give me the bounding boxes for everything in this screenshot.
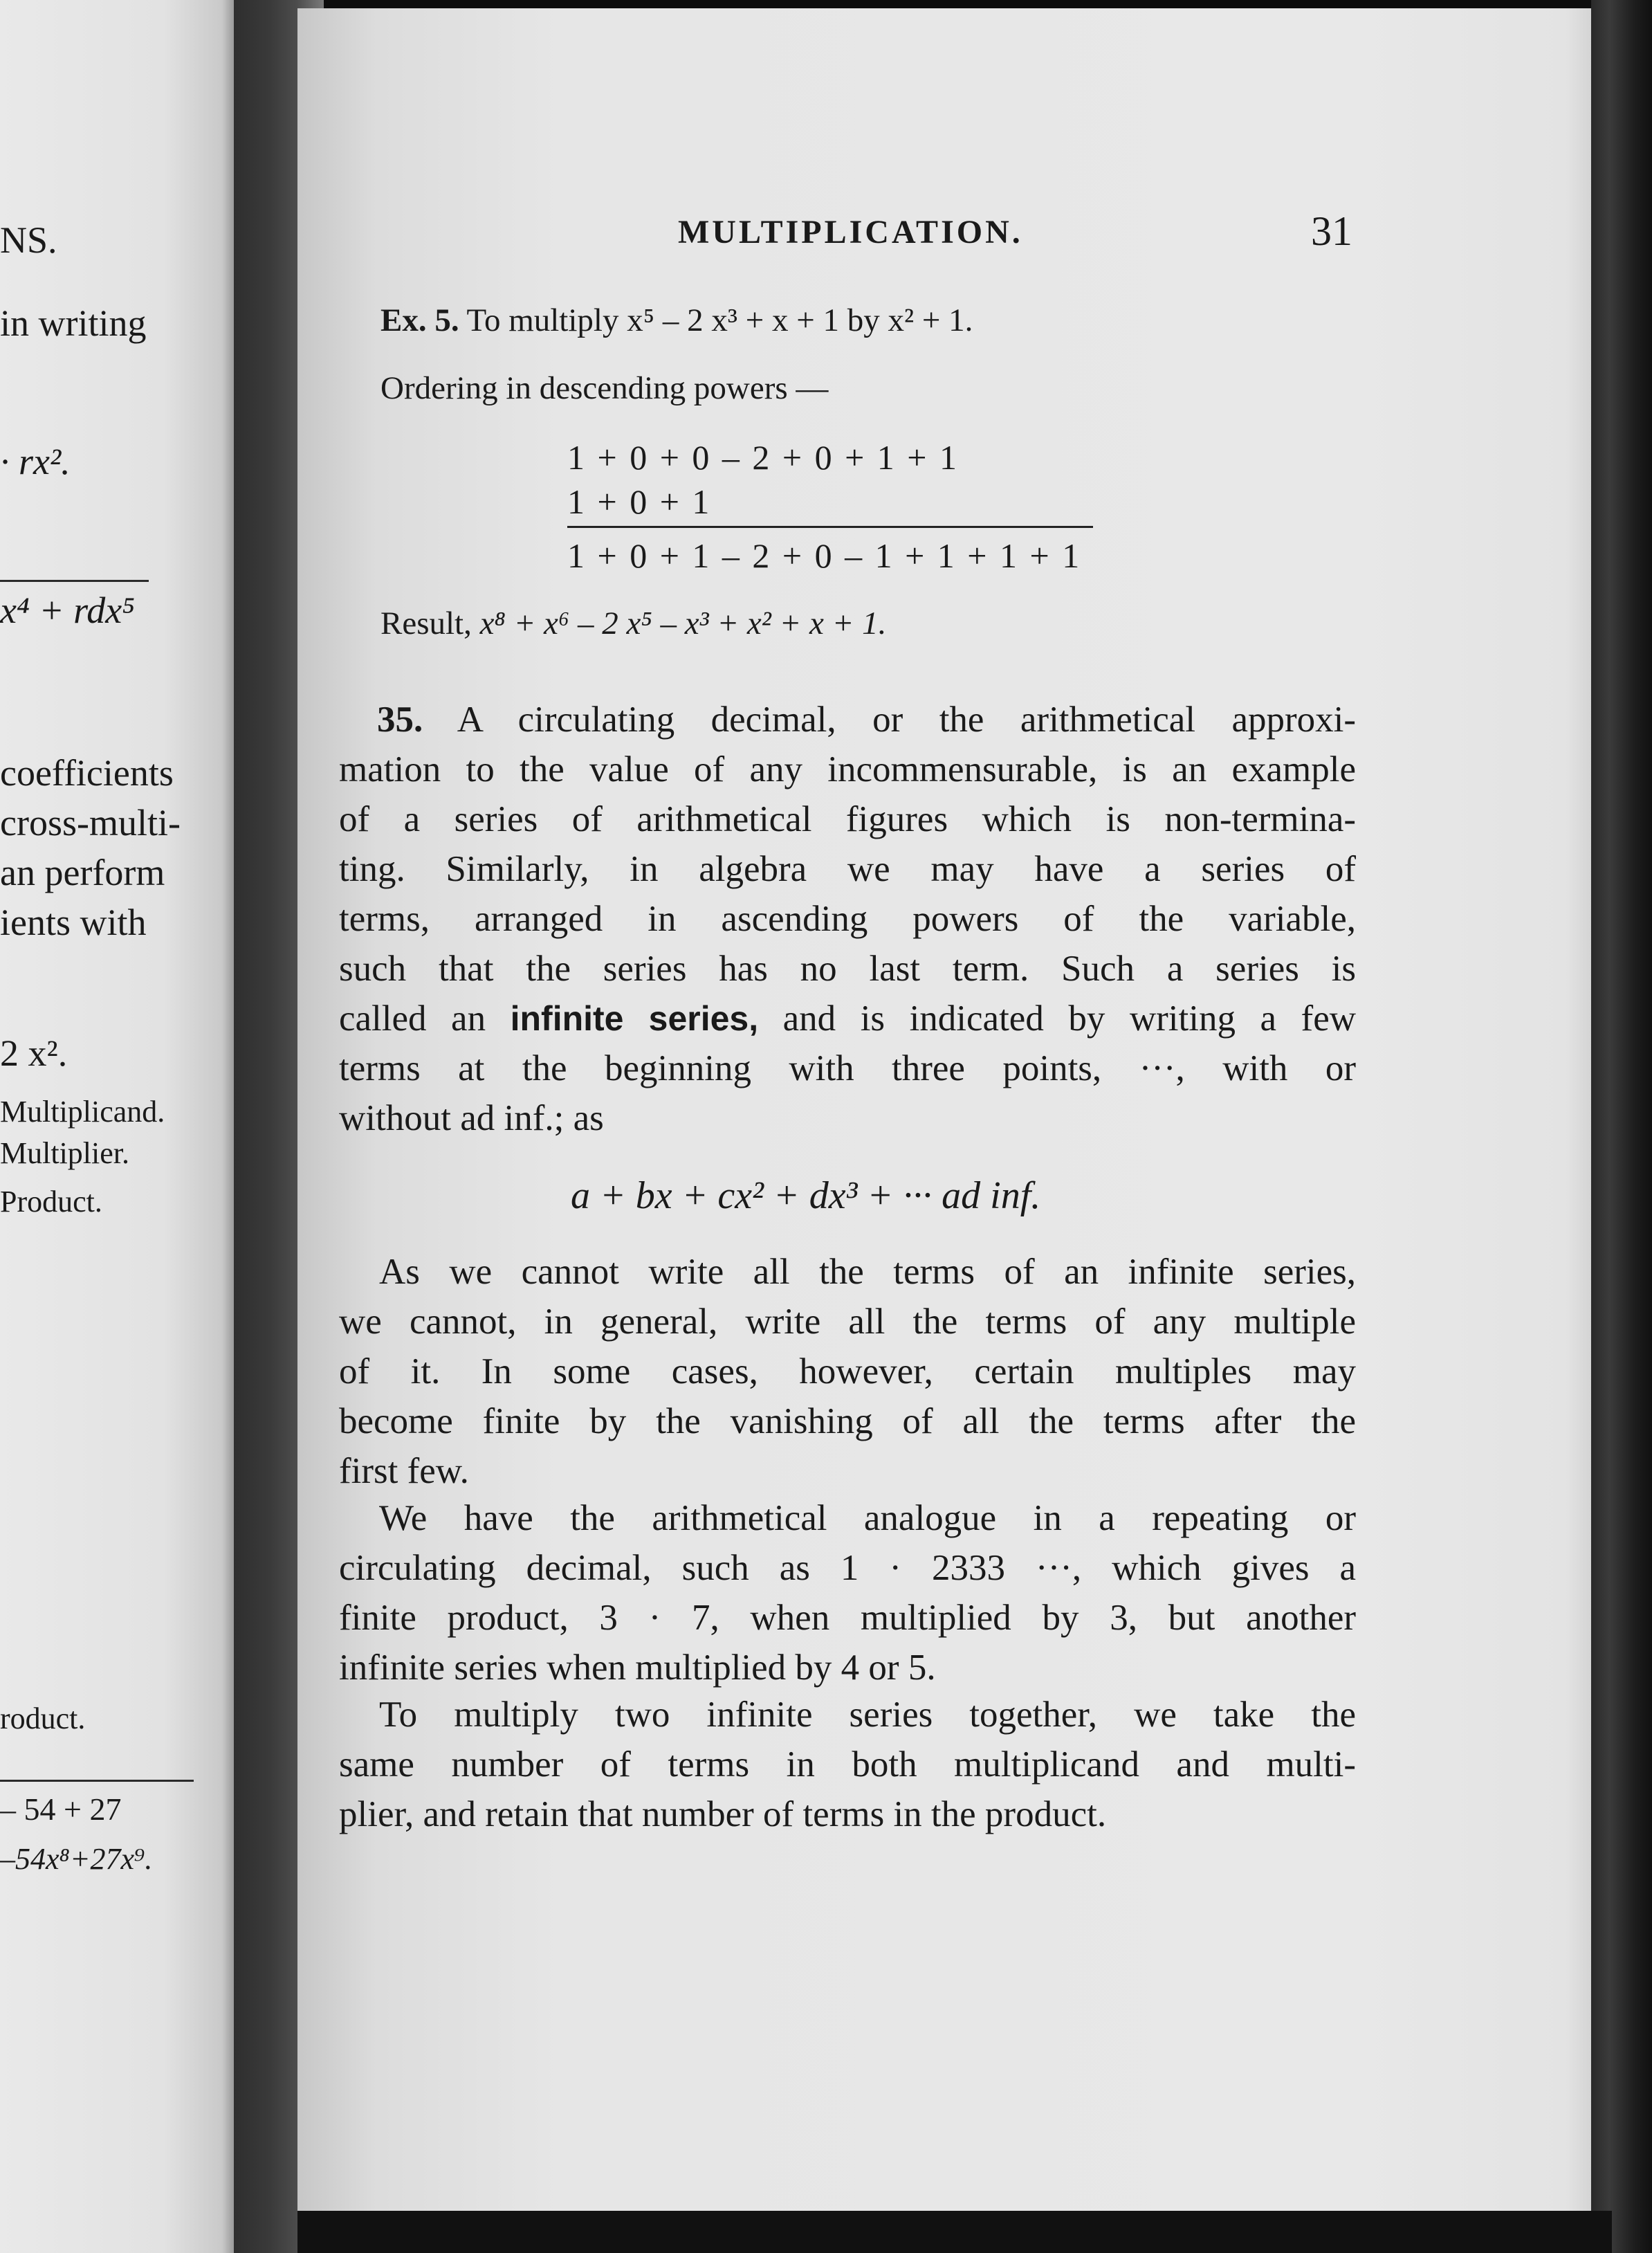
prev-line: coefficients <box>0 752 174 794</box>
example-statement: To multiply x⁵ – 2 x³ + x + 1 by x² + 1. <box>466 302 973 338</box>
paragraph-line: ting. Similarly, in algebra we may have a series of <box>339 849 1356 889</box>
paragraph-line: without ad inf.; as <box>339 1098 604 1138</box>
paragraph-line: To multiply two infinite series together, we take the <box>379 1695 1356 1735</box>
paragraph-line: circulating decimal, such as 1 · 2333 ···, which gives a <box>339 1548 1356 1588</box>
example-label: Ex. 5. <box>380 302 459 338</box>
paragraph-line: plier, and retain that number of terms in the product. <box>339 1794 1107 1834</box>
paragraph-line: of it. In some cases, however, certain multiples may <box>339 1351 1356 1392</box>
prev-line: x⁴ + rdx⁵ <box>0 590 135 631</box>
prev-running-head: NS. <box>0 219 57 261</box>
product-row: 1 + 0 + 1 – 2 + 0 – 1 + 1 + 1 + 1 <box>567 536 1082 575</box>
multiplicand-row: 1 + 0 + 0 – 2 + 0 + 1 + 1 <box>567 438 959 477</box>
paragraph-line: terms, arranged in ascending powers of the variable, <box>339 899 1356 939</box>
prev-line: – 54 + 27 <box>0 1791 122 1827</box>
prev-line: roduct. <box>0 1702 86 1735</box>
prev-line: Multiplier. <box>0 1136 129 1170</box>
prev-line: 2 x². <box>0 1032 68 1074</box>
paragraph-line: mation to the value of any incommensurable, is an example <box>339 749 1356 790</box>
term-infinite-series: infinite series, <box>510 999 759 1038</box>
paragraph-line: first few. <box>339 1451 469 1491</box>
paragraph-line <box>339 998 1357 1039</box>
paragraph-line: such that the series has no last term. Such a series is <box>339 949 1356 989</box>
section-number: 35. <box>377 700 423 740</box>
book-edge-bottom <box>297 2211 1612 2253</box>
prev-line: –54x⁸+27x⁹. <box>0 1842 153 1876</box>
paragraph-line: infinite series when multiplied by 4 or 5. <box>339 1648 936 1688</box>
ordering-line: Ordering in descending powers — <box>380 370 829 406</box>
result-line <box>380 605 887 641</box>
previous-page-fragment <box>0 0 234 2253</box>
prev-line: · rx². <box>0 441 71 482</box>
text-run: called an <box>339 998 486 1039</box>
example-heading <box>380 304 973 337</box>
prev-line: an perform <box>0 852 165 893</box>
paragraph-line: become finite by the vanishing of all the terms after the <box>339 1401 1356 1441</box>
prev-line: ients with <box>0 902 147 943</box>
running-head: MULTIPLICATION. <box>678 214 1023 250</box>
prev-line: Multiplicand. <box>0 1095 165 1129</box>
paragraph-line: finite product, 3 · 7, when multiplied by 3, but another <box>339 1598 1356 1638</box>
section-text: A circulating decimal, or the arithmetical approxi- <box>457 700 1356 740</box>
paragraph-line: we cannot, in general, write all the terms of any multiple <box>339 1302 1356 1342</box>
paragraph-line: We have the arithmetical analogue in a repeating or <box>379 1498 1356 1538</box>
multiplier-row: 1 + 0 + 1 <box>567 482 712 521</box>
prev-line: Product. <box>0 1185 102 1219</box>
multiplication-rule <box>567 526 1093 528</box>
paragraph-line: As we cannot write all the terms of an infinite series, <box>379 1252 1356 1292</box>
paragraph-line: same number of terms in both multiplicand and multi- <box>339 1744 1356 1785</box>
result-expression: x⁸ + x⁶ – 2 x⁵ – x³ + x² + x + 1. <box>479 605 887 641</box>
paragraph-line <box>377 702 1356 738</box>
result-label: Result, <box>380 605 472 641</box>
paragraph-line: terms at the beginning with three points, ···, with or <box>339 1048 1356 1088</box>
series-formula: a + bx + cx² + dx³ + ··· ad inf. <box>571 1174 1041 1217</box>
paragraph-line: of a series of arithmetical figures which is non-termina- <box>339 799 1356 839</box>
prev-rule <box>0 580 149 582</box>
page-number: 31 <box>1311 208 1352 254</box>
book-edge-right <box>1591 0 1652 2253</box>
text-run: and is indicated by writing a few <box>782 998 1357 1039</box>
prev-line: in writing <box>0 302 147 344</box>
prev-line: cross-multi- <box>0 802 181 843</box>
prev-rule <box>0 1780 194 1782</box>
